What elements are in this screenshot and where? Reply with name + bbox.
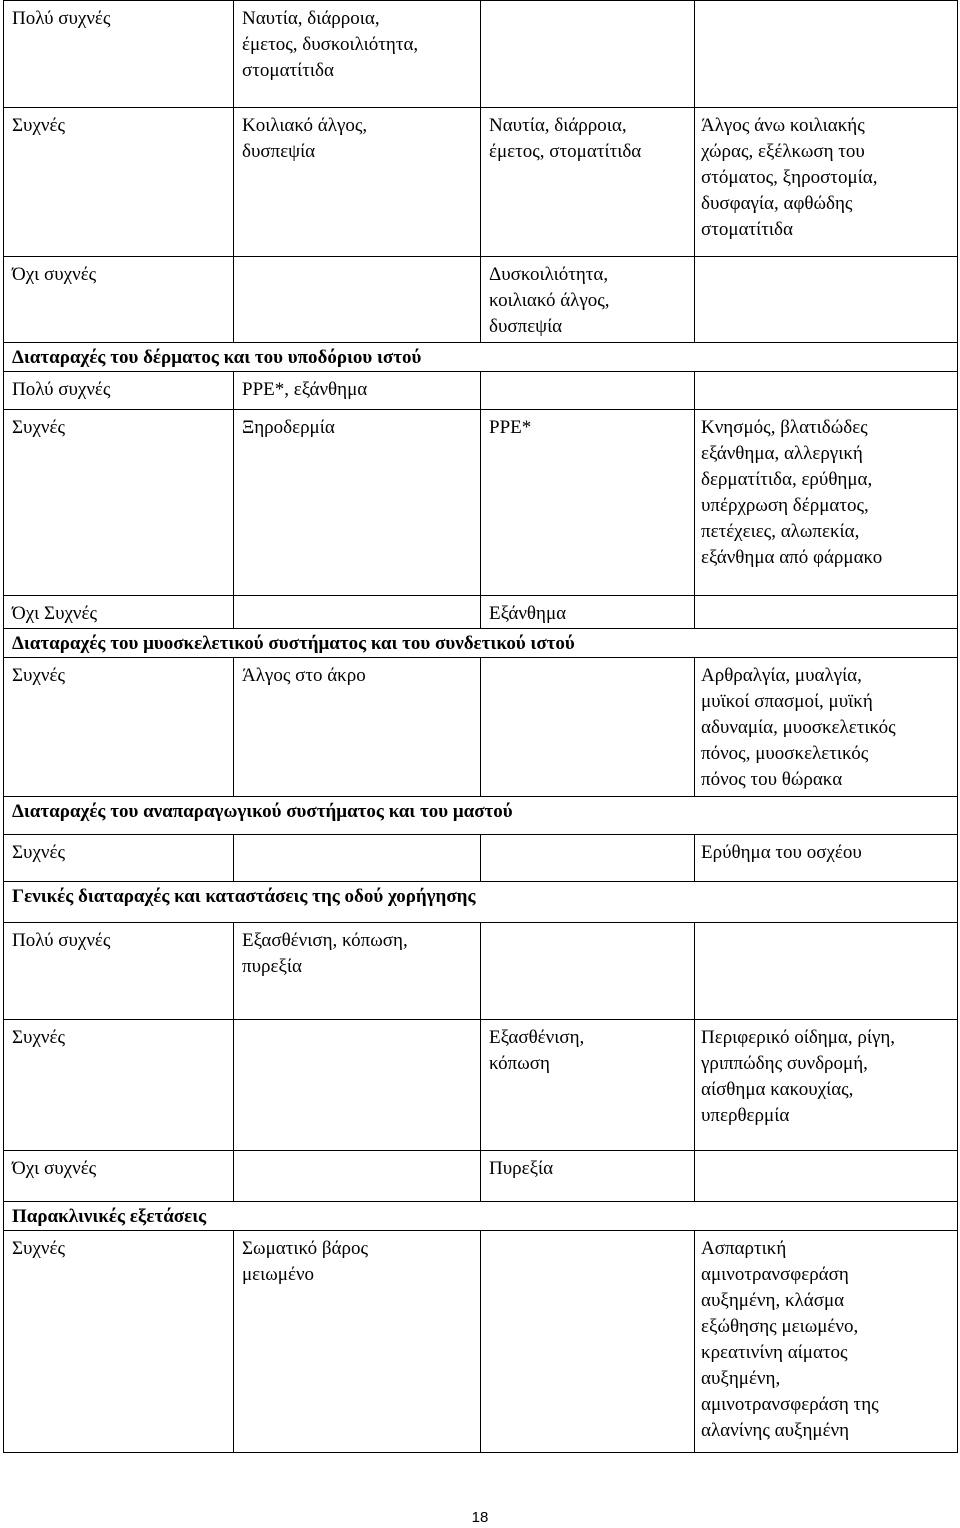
frequency-cell: Πολύ συχνές: [4, 372, 234, 410]
table-row: [4, 372, 958, 410]
frequency-cell: Όχι συχνές: [4, 257, 234, 342]
section-row: [4, 1201, 958, 1231]
column-4-cell: Ερύθημα του οσχέου: [695, 835, 958, 882]
column-2-cell: Κοιλιακό άλγος, δυσπεψία: [234, 107, 481, 257]
column-3-cell: Ναυτία, διάρροια, έμετος, στοματίτιδα: [481, 107, 695, 257]
table-row: [4, 596, 958, 629]
section-heading: Διαταραχές του δέρματος και του υποδόριου ιστού: [4, 342, 958, 372]
frequency-cell: Συχνές: [4, 1020, 234, 1150]
table-row: [4, 922, 958, 1020]
column-3-cell: PPE*: [481, 410, 695, 596]
column-4-cell: Άλγος άνω κοιλιακής χώρας, εξέλκωση του στόματος, ξηροστομία, δυσφαγία, αφθώδης στοματίτιδα: [695, 107, 958, 257]
column-2-cell: [234, 1020, 481, 1150]
column-4-cell: [695, 372, 958, 410]
column-3-cell: [481, 835, 695, 882]
column-4-cell: [695, 922, 958, 1020]
column-3-cell: Δυσκοιλιότητα, κοιλιακό άλγος, δυσπεψία: [481, 257, 695, 342]
table-row: [4, 107, 958, 257]
table-row: [4, 1020, 958, 1150]
page-number: 18: [471, 1509, 489, 1526]
table-row: [4, 1231, 958, 1453]
column-2-cell: PPE*, εξάνθημα: [234, 372, 481, 410]
frequency-cell: Συχνές: [4, 107, 234, 257]
section-row: [4, 796, 958, 835]
section-row: [4, 628, 958, 658]
adverse-reactions-table: [3, 0, 958, 1453]
column-4-cell: Ασπαρτική αμινοτρανσφεράση αυξημένη, κλάσμα εξώθησης μειωμένο, κρεατινίνη αίματος αυξημένη, αμινοτρανσφεράση της αλανίνης αυξημένη: [695, 1231, 958, 1453]
column-2-cell: [234, 1150, 481, 1201]
column-3-cell: [481, 1231, 695, 1453]
frequency-cell: Πολύ συχνές: [4, 922, 234, 1020]
table-row: [4, 658, 958, 796]
column-2-cell: [234, 596, 481, 629]
frequency-cell: Συχνές: [4, 658, 234, 796]
column-4-cell: Περιφερικό οίδημα, ρίγη, γριππώδης συνδρομή, αίσθημα κακουχίας, υπερθερμία: [695, 1020, 958, 1150]
column-4-cell: [695, 1150, 958, 1201]
table-row: [4, 410, 958, 596]
column-3-cell: Πυρεξία: [481, 1150, 695, 1201]
column-4-cell: [695, 1, 958, 108]
table-row: [4, 1, 958, 108]
column-3-cell: [481, 1, 695, 108]
column-4-cell: Κνησμός, βλατιδώδες εξάνθημα, αλλεργική δερματίτιδα, ερύθημα, υπέρχρωση δέρματος, πετέχειες, αλωπεκία, εξάνθημα από φάρμακο: [695, 410, 958, 596]
column-2-cell: Σωματικό βάρος μειωμένο: [234, 1231, 481, 1453]
column-2-cell: Ναυτία, διάρροια, έμετος, δυσκοιλιότητα, στοματίτιδα: [234, 1, 481, 108]
section-row: [4, 342, 958, 372]
frequency-cell: Συχνές: [4, 410, 234, 596]
section-heading: Γενικές διαταραχές και καταστάσεις της οδού χορήγησης: [4, 882, 958, 923]
section-heading: Παρακλινικές εξετάσεις: [4, 1201, 958, 1231]
section-heading: Διαταραχές του αναπαραγωγικού συστήματος και του μαστού: [4, 796, 958, 835]
frequency-cell: Όχι συχνές: [4, 1150, 234, 1201]
section-row: [4, 882, 958, 923]
table-row: [4, 835, 958, 882]
column-4-cell: [695, 257, 958, 342]
table-body: [4, 1, 958, 1453]
column-2-cell: Άλγος στο άκρο: [234, 658, 481, 796]
column-3-cell: [481, 658, 695, 796]
frequency-cell: Συχνές: [4, 835, 234, 882]
column-3-cell: Εξάνθημα: [481, 596, 695, 629]
column-4-cell: Αρθραλγία, μυαλγία, μυϊκοί σπασμοί, μυϊκή αδυναμία, μυοσκελετικός πόνος, μυοσκελετικός πόνος του θώρακα: [695, 658, 958, 796]
table-row: [4, 257, 958, 342]
column-4-cell: [695, 596, 958, 629]
section-heading: Διαταραχές του μυοσκελετικού συστήματος και του συνδετικού ιστού: [4, 628, 958, 658]
frequency-cell: Συχνές: [4, 1231, 234, 1453]
frequency-cell: Πολύ συχνές: [4, 1, 234, 108]
frequency-cell: Όχι Συχνές: [4, 596, 234, 629]
column-3-cell: Εξασθένιση, κόπωση: [481, 1020, 695, 1150]
column-2-cell: Εξασθένιση, κόπωση, πυρεξία: [234, 922, 481, 1020]
table-row: [4, 1150, 958, 1201]
column-2-cell: Ξηροδερμία: [234, 410, 481, 596]
column-2-cell: [234, 835, 481, 882]
column-3-cell: [481, 922, 695, 1020]
column-3-cell: [481, 372, 695, 410]
column-2-cell: [234, 257, 481, 342]
